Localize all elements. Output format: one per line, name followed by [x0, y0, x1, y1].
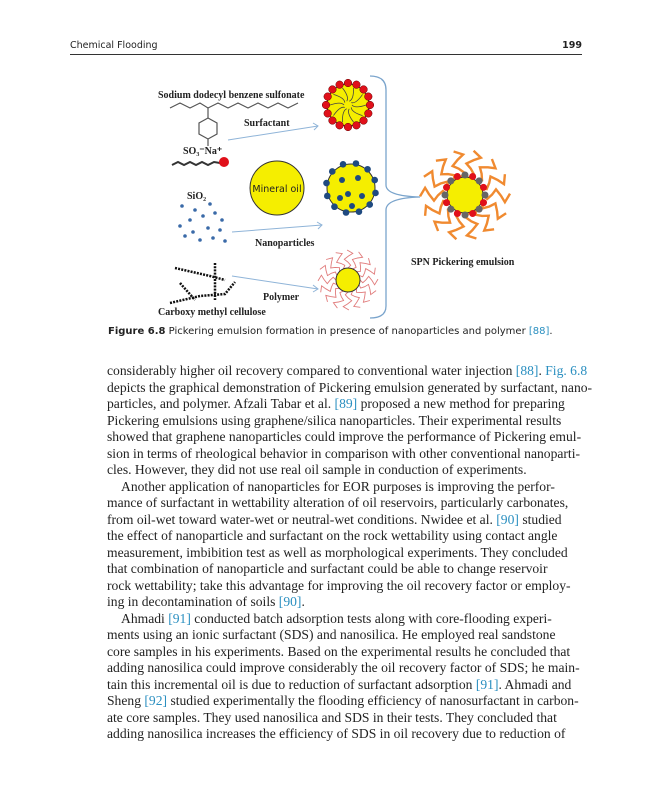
- surfactant-head: [219, 157, 229, 167]
- text-segment: adding nanosilica could improve considerably the oil recovery factor of SDS; he main-: [107, 660, 580, 675]
- citation-link[interactable]: [88]: [528, 326, 550, 337]
- text-segment: core samples in his experiments. Based on the experimental results he concluded that: [107, 643, 571, 659]
- silica-nanoparticle: [178, 224, 182, 228]
- polymer-strand: [352, 252, 362, 269]
- text-segment: proposed a new method for preparing: [357, 396, 565, 411]
- caption-text: Pickering emulsion formation in presence of nanoparticles and polymer: [165, 326, 529, 337]
- label-mineral-oil: Mineral oil: [252, 184, 302, 195]
- silica-nanoparticle: [180, 204, 184, 208]
- nanoparticle-dot: [343, 209, 350, 216]
- spn-particle: [462, 172, 469, 179]
- nanoparticle-dot: [329, 168, 336, 175]
- cmc-polymer-chains: [170, 263, 235, 303]
- spn-particle: [442, 192, 449, 199]
- polymer-strand: [344, 250, 353, 268]
- silica-nanoparticle: [188, 218, 192, 222]
- nanoparticle-dot: [366, 201, 373, 208]
- body-text: [107, 363, 593, 743]
- text-segment: .: [301, 594, 305, 609]
- text-segment: ate core samples. They used nanosilica and SDS in their tests. They concluded that: [107, 709, 557, 725]
- text-segment: cles. However, they did not use real oil sample in conduction of experiments.: [107, 462, 527, 477]
- text-segment: from oil-wet toward water-wet or neutral-wet conditions. Nwidee et al.: [107, 511, 497, 527]
- label-nanoparticles: Nanoparticles: [255, 238, 315, 249]
- spn-particle: [462, 212, 469, 219]
- nanoparticle-dot: [323, 180, 330, 187]
- polymer-droplet: [336, 268, 360, 292]
- polymer-strand: [320, 265, 337, 275]
- text-line: [107, 495, 569, 512]
- nanoparticle-dot: [353, 160, 360, 167]
- caption-label: Figure 6.8: [108, 326, 166, 337]
- text-segment: studied: [518, 511, 562, 527]
- text-line: [107, 676, 572, 694]
- text-segment: the effect of nanoparticle and surfactant on the rock wettability using contact angle: [107, 528, 558, 543]
- silica-nanoparticle: [191, 230, 195, 234]
- surfactant-head-dot: [322, 101, 330, 109]
- surfactant-head-dot: [360, 117, 368, 125]
- text-segment: measurement, imbibition test as well as morphological experiments. They concluded: [107, 544, 568, 560]
- text-segment: Pickering emulsions using graphene/silica nanoparticles. Their experimental results: [107, 412, 562, 428]
- benzene-ring: [199, 118, 217, 139]
- nanoparticle-dot: [339, 177, 345, 183]
- label-spn-emulsion: SPN Pickering emulsion: [411, 257, 515, 268]
- silica-nanoparticle: [198, 238, 202, 242]
- surfactant-head-dot: [353, 81, 361, 89]
- silica-nanoparticle: [213, 211, 217, 215]
- silica-nanoparticle: [201, 214, 205, 218]
- nanoparticle-dot: [345, 191, 351, 197]
- reference-link[interactable]: Fig. 6.8: [545, 363, 588, 378]
- reference-link[interactable]: [92]: [144, 693, 168, 708]
- polymer-strand: [318, 275, 336, 284]
- text-segment: ing in decontamination of soils: [107, 594, 279, 609]
- text-segment: depicts the graphical demonstration of Pickering emulsion generated by surfactant, nano-: [107, 379, 593, 395]
- polymer-strand: [333, 291, 343, 308]
- surfactant-head-dot: [344, 79, 352, 87]
- text-line: [107, 396, 565, 413]
- text-line: [107, 643, 571, 661]
- text-segment: conducted batch adsorption tests along with core-flooding experi-: [190, 610, 552, 626]
- text-segment: that combination of nanoparticle and surfactant could be able to change reservoir: [107, 561, 548, 576]
- spn-particle: [480, 199, 487, 206]
- polymer-strand: [321, 283, 337, 292]
- polymer-strand: [336, 253, 345, 269]
- alkyl-chain: [170, 103, 298, 108]
- polymer-strand: [359, 268, 375, 277]
- text-line: [107, 660, 580, 677]
- surfactant-head-dot: [366, 101, 374, 109]
- silica-nanoparticle: [208, 202, 212, 206]
- label-sdbs: Sodium dodecyl benzene sulfonate: [158, 90, 305, 101]
- surfactant-head-dot: [365, 110, 373, 118]
- text-line: [107, 462, 541, 479]
- silica-nanoparticle: [223, 239, 227, 243]
- text-line: [107, 429, 582, 446]
- text-line: [107, 561, 548, 578]
- text-line: [107, 412, 562, 430]
- polymer-strand: [360, 276, 378, 285]
- silica-nanoparticle: [220, 218, 224, 222]
- running-header-section: Chemical Flooding: [70, 40, 158, 51]
- spn-particle: [469, 173, 476, 180]
- reference-link[interactable]: [88]: [515, 363, 539, 378]
- polymer-strand: [359, 284, 376, 294]
- nanoparticle-dot: [372, 190, 379, 197]
- spn-particle: [482, 192, 489, 199]
- nanoparticle-dot: [356, 208, 363, 215]
- nanoparticle-dot: [364, 166, 371, 173]
- spn-particle: [447, 206, 454, 213]
- text-segment: mance of surfactant in wettability alteration of oil reservoirs, particularly carbonates,: [107, 495, 569, 510]
- brace: [370, 76, 420, 318]
- nanoparticle-dot: [331, 203, 338, 210]
- surfactant-head-dot: [324, 110, 332, 118]
- surfactant-head-dot: [336, 122, 344, 130]
- spn-particle: [454, 210, 461, 217]
- text-line: [107, 544, 568, 562]
- text-segment: showed that graphene nanoparticles could improve the performance of Pickering emul-: [107, 429, 582, 444]
- surfactant-head-dot: [365, 93, 373, 101]
- spn-particle: [443, 184, 450, 191]
- figure-caption: [108, 326, 553, 337]
- label-cmc: Carboxy methyl cellulose: [158, 307, 266, 318]
- text-line: [107, 726, 566, 743]
- silica-nanoparticle: [193, 208, 197, 212]
- label-polymer: Polymer: [263, 292, 300, 303]
- reference-link[interactable]: [91]: [475, 676, 499, 692]
- spn-particle: [476, 206, 483, 213]
- silica-nanoparticle: [183, 234, 187, 238]
- caption-end: .: [549, 326, 553, 337]
- text-line: [107, 511, 562, 529]
- silica-nanoparticle: [206, 226, 210, 230]
- surfactant-head-dot: [344, 123, 352, 131]
- text-line: [107, 528, 558, 545]
- label-surfactant: Surfactant: [244, 118, 290, 129]
- text-segment: .: [538, 363, 546, 378]
- silica-nanoparticle: [218, 228, 222, 232]
- silica-nanoparticle: [211, 236, 215, 240]
- surfactant-head-dot: [324, 93, 332, 101]
- text-line: [107, 363, 588, 380]
- figure-pickering-emulsion: [0, 0, 648, 330]
- spn-particle: [480, 184, 487, 191]
- polymer-strand: [351, 291, 360, 307]
- nanoparticle-dot: [359, 193, 365, 199]
- surfactant-tail: [172, 162, 220, 165]
- nanoparticle-dot: [324, 193, 331, 200]
- text-line: [107, 610, 552, 628]
- label-so3na: SO₃⁻Na⁺: [183, 146, 223, 157]
- label-sio2: SiO₂: [187, 191, 207, 202]
- nanoparticle-dot: [371, 177, 378, 184]
- reference-link[interactable]: [89]: [334, 396, 358, 411]
- spn-particle: [447, 177, 454, 184]
- nanoparticle-dot: [355, 175, 361, 181]
- text-segment: Another application of nanoparticles for EOR purposes is improving the perfor-: [121, 478, 555, 494]
- reference-link[interactable]: [90]: [496, 511, 519, 527]
- nanoparticle-dot: [349, 203, 355, 209]
- nanoparticle-dot: [340, 161, 347, 168]
- spn-particle: [469, 210, 476, 217]
- text-segment: ments using an ionic surfactant (SDS) and nanosilica. He employed real sandstone: [107, 627, 556, 642]
- text-line: [107, 709, 557, 727]
- text-line: [107, 594, 541, 611]
- page-number: 199: [562, 40, 582, 51]
- text-line: [107, 445, 581, 463]
- text-segment: rock wettability; take this advantage for improving the oil recovery factor or employ-: [107, 577, 571, 593]
- text-segment: Ahmadi: [121, 610, 169, 626]
- spn-particle: [476, 177, 483, 184]
- text-segment: tain this incremental oil is due to reduction of surfactant adsorption: [107, 676, 476, 692]
- surfactant-head-dot: [353, 122, 361, 130]
- text-segment: particles, and polymer. Afzali Tabar et al.: [107, 396, 335, 411]
- reference-link[interactable]: [90]: [278, 594, 302, 609]
- spn-particle: [443, 199, 450, 206]
- nanoparticle-dot: [337, 195, 343, 201]
- text-line: [107, 693, 579, 710]
- text-segment: adding nanosilica increases the efficiency of SDS in oil recovery due to reduction of: [107, 726, 566, 741]
- surfactant-head-dot: [360, 86, 368, 94]
- polymer-strand: [343, 292, 352, 310]
- surfactant-head-dot: [329, 86, 337, 94]
- text-line: [107, 379, 593, 397]
- surfactant-head-dot: [336, 81, 344, 89]
- text-segment: . Ahmadi and: [498, 676, 572, 692]
- text-line: [107, 627, 556, 644]
- text-segment: sion in terms of rheological behavior in comparison with other conventional nanoparti-: [107, 445, 581, 461]
- spn-particle: [454, 173, 461, 180]
- text-segment: studied experimentally the flooding efficiency of nanosurfactant in carbon-: [167, 693, 579, 708]
- reference-link[interactable]: [91]: [168, 610, 191, 626]
- text-line: [107, 577, 571, 595]
- text-segment: considerably higher oil recovery compared to conventional water injection: [107, 363, 516, 378]
- text-segment: Sheng: [107, 693, 145, 708]
- surfactant-head-dot: [329, 117, 337, 125]
- text-line: [107, 478, 555, 496]
